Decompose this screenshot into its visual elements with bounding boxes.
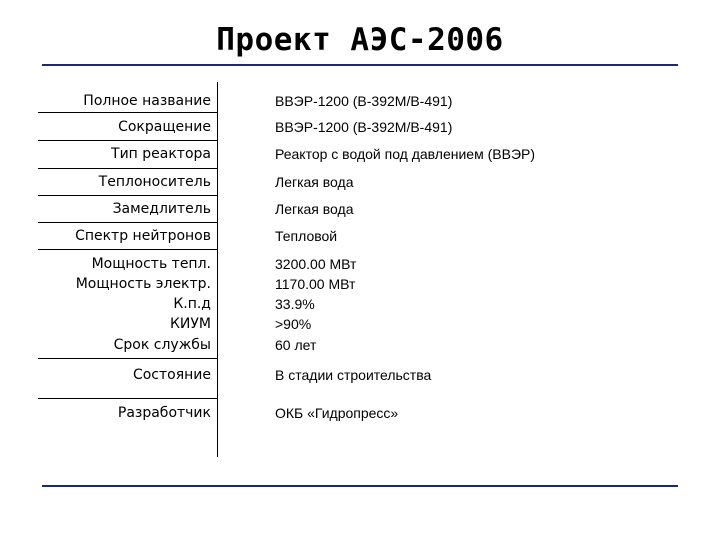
page-title: Проект АЭС-2006 [216, 22, 504, 58]
value-moderator: Легкая вода [275, 201, 354, 217]
label-developer: Разработчик [117, 405, 211, 421]
row-divider [38, 398, 217, 399]
label-neutron-spectrum: Спектр нейтронов [75, 228, 211, 244]
footer-divider [42, 485, 678, 487]
value-electric-power: 1170.00 МВт [275, 276, 356, 292]
value-coolant: Легкая вода [275, 174, 354, 190]
title-divider [42, 64, 678, 66]
row-divider [38, 249, 217, 250]
row-divider [38, 222, 217, 223]
label-electric-power: Мощность электр. [75, 276, 211, 292]
value-full-name: ВВЭР-1200 (В-392М/В-491) [275, 93, 453, 109]
value-abbreviation: ВВЭР-1200 (В-392М/В-491) [275, 119, 453, 135]
value-status: В стадии строительства [275, 367, 432, 383]
value-efficiency: 33.9% [275, 296, 315, 312]
label-reactor-type: Тип реактора [111, 146, 211, 162]
row-divider [38, 358, 217, 359]
row-divider [38, 168, 217, 169]
row-divider [38, 195, 217, 196]
value-capacity-factor: >90% [275, 316, 312, 332]
label-moderator: Замедлитель [112, 201, 211, 217]
value-neutron-spectrum: Тепловой [275, 228, 338, 244]
value-thermal-power: 3200.00 МВт [275, 256, 357, 272]
label-abbreviation: Сокращение [118, 119, 211, 135]
value-developer: ОКБ «Гидропресс» [275, 405, 399, 421]
row-divider [38, 140, 217, 141]
label-capacity-factor: КИУМ [169, 316, 211, 332]
row-divider [38, 112, 217, 113]
label-thermal-power: Мощность тепл. [91, 256, 211, 272]
label-efficiency: К.п.д [173, 296, 211, 312]
value-service-life: 60 лет [275, 337, 317, 353]
column-divider [217, 82, 218, 457]
label-status: Состояние [132, 367, 211, 383]
label-full-name: Полное название [83, 93, 211, 109]
label-coolant: Теплоноситель [98, 174, 211, 190]
label-service-life: Срок службы [113, 337, 211, 353]
value-reactor-type: Реактор с водой под давлением (ВВЭР) [275, 146, 536, 162]
